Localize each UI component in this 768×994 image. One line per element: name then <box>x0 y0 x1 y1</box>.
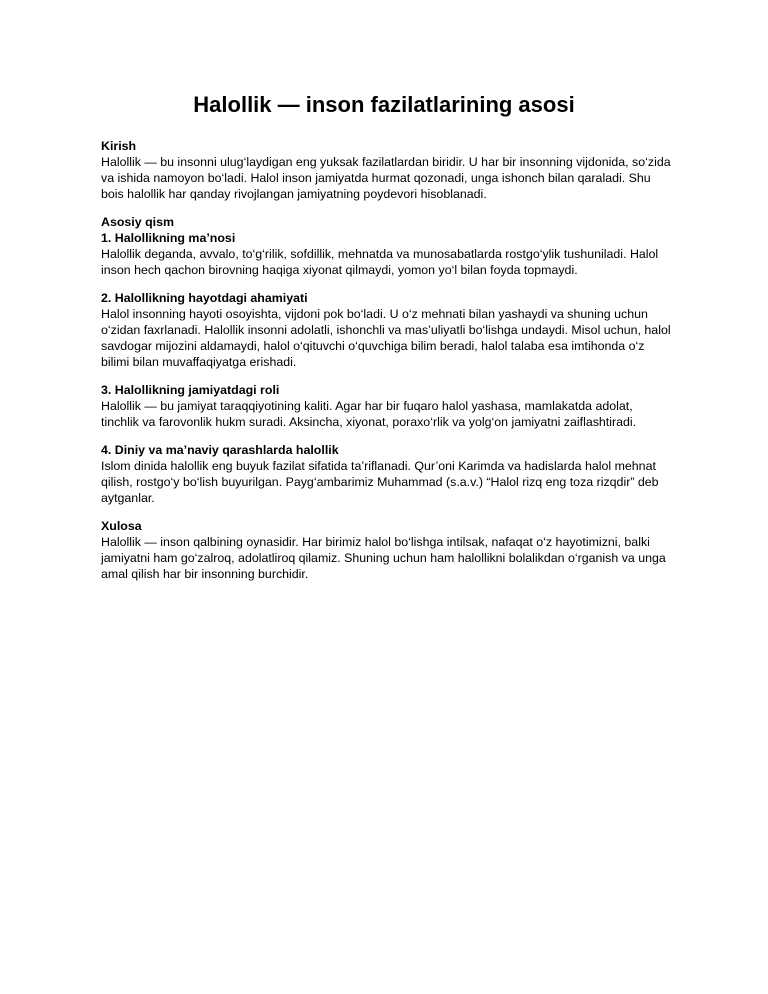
section-importance <box>101 290 673 370</box>
section-heading: Xulosa <box>101 519 142 533</box>
section-paragraph: Halol insonning hayoti osoyishta, vijdoni pok bo‘ladi. U o‘z mehnati bilan yashaydi va shuning uchun o‘zidan faxrlanadi. Halollik insonni adolatli, ishonchli va mas’uliyatli bo‘lishga undaydi. Misol uchun, halol savdogar mijozini aldamaydi, halol o‘qituvchi o‘quvchiga bilim beradi, halol talaba esa imtihonda o‘z bilimi bilan muvaffaqiyatga erishadi. <box>101 307 671 369</box>
section-conclusion <box>101 518 673 582</box>
section-paragraph: Halollik — bu jamiyat taraqqiyotining kaliti. Agar har bir fuqaro halol yashasa, mamlakatda adolat, tinchlik va farovonlik hukm suradi. Aksincha, xiyonat, poraxo‘rlik va yolg‘on jamiyatni zaiflashtiradi. <box>101 399 637 429</box>
section-introduction <box>101 138 673 202</box>
section-heading: 2. Halollikning hayotdagi ahamiyati <box>101 291 308 305</box>
section-paragraph: Islom dinida halollik eng buyuk fazilat sifatida ta’riflanadi. Qur’oni Karimda va hadislarda halol mehnat qilish, rostgo‘y bo‘lish buyurilgan. Payg‘ambarimiz Muhammad (s.a.v.) “Halol rizq eng toza rizqdir” deb aytganlar. <box>101 459 659 505</box>
section-paragraph: Halollik deganda, avvalo, to‘g‘rilik, sofdillik, mehnatda va munosabatlarda rostgo‘ylik tushuniladi. Halol inson hech qachon birovning haqiga xiyonat qilmaydi, yomon yo‘l bilan foyda topmaydi. <box>101 247 659 277</box>
section-heading: 4. Diniy va ma’naviy qarashlarda halollik <box>101 443 339 457</box>
document-title: Halollik — inson fazilatlarining asosi <box>193 92 575 117</box>
section-heading: 1. Halollikning ma’nosi <box>101 231 236 245</box>
section-religious-views <box>101 442 673 506</box>
section-paragraph: Halollik — inson qalbining oynasidir. Har birimiz halol bo‘lishga intilsak, nafaqat o‘z hayotimizni, balki jamiyatni ham go‘zalroq, adolatliroq qilamiz. Shuning uchun ham halollikni bolalikdan o‘rganish va unga amal qilish har bir insonning burchidir. <box>101 535 666 581</box>
section-meaning <box>101 214 673 278</box>
part-heading: Asosiy qism <box>101 215 174 229</box>
document-body <box>101 138 673 594</box>
section-society-role <box>101 382 673 430</box>
section-heading: Kirish <box>101 139 137 153</box>
section-heading: 3. Halollikning jamiyatdagi roli <box>101 383 280 397</box>
section-paragraph: Halollik — bu insonni ulug‘laydigan eng yuksak fazilatlardan biridir. U har bir insonning vijdonida, so‘zida va ishida namoyon bo‘ladi. Halol inson jamiyatda hurmat qozonadi, unga ishonch bilan qaraladi. Shu bois halollik har qanday rivojlangan jamiyatning poydevori hisoblanadi. <box>101 155 671 201</box>
